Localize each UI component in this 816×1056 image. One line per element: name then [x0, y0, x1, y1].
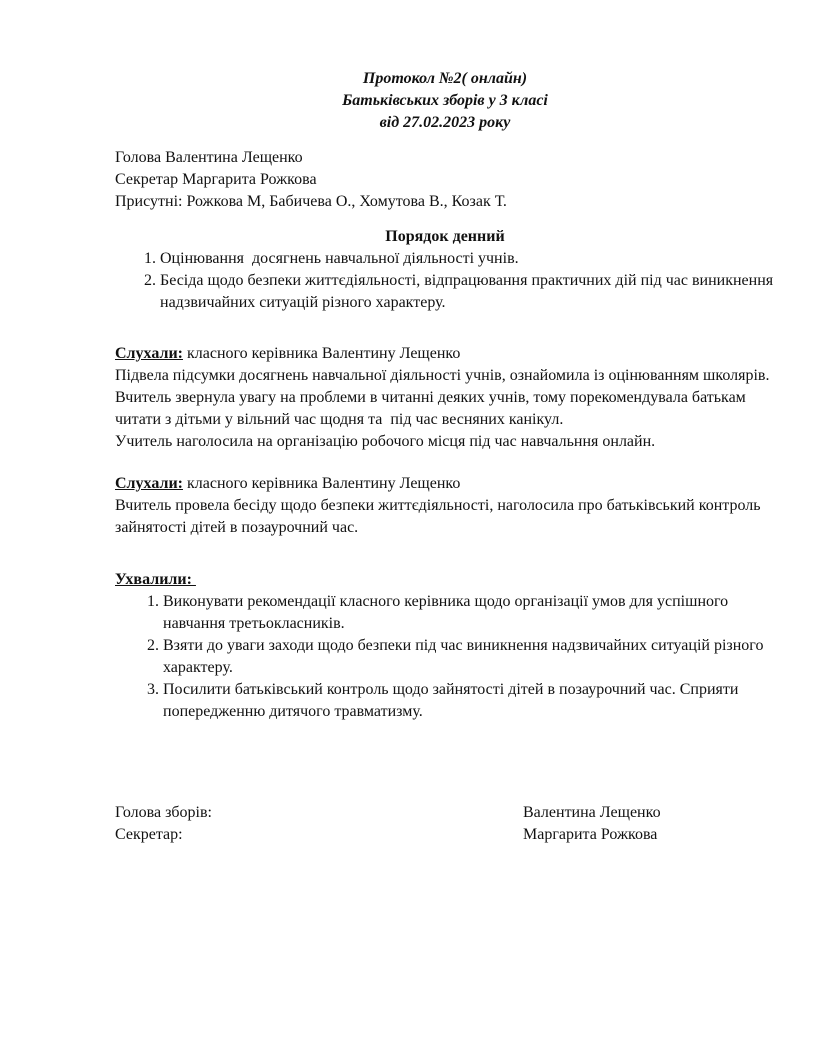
signature-role-secretary: Секретар: [115, 826, 183, 843]
attendees-line: Присутні: Рожкова М, Бабичева О., Хомутова В., Козак Т. [115, 193, 507, 210]
resolved-item: 3. Посилити батьківський контроль щодо зайнятості дітей в позаурочний час. Сприяти попередженню дитячого травматизму. [163, 679, 775, 723]
signature-section [115, 802, 775, 846]
heard-1-paragraph: Учитель наголосила на організацію робочого місця під час навчальння онлайн. [115, 433, 656, 450]
heard-section-1 [115, 343, 775, 453]
heard-2-intro [115, 473, 775, 495]
resolved-item: 1. Виконувати рекомендації класного керівника щодо організації умов для успішного навчання третьокласників. [163, 591, 775, 635]
heard-2-label: Слухали: [115, 475, 183, 492]
heard-2-speaker: класного керівника Валентину Лещенко [182, 475, 461, 492]
resolved-heading [115, 569, 775, 591]
heard-section-2 [115, 473, 775, 539]
agenda-section [115, 226, 778, 314]
agenda-list [115, 248, 778, 314]
document-title [115, 68, 775, 134]
heard-1-speaker: класного керівника Валентину Лещенко [182, 345, 461, 362]
signature-role-chair: Голова зборів: [115, 804, 212, 821]
heard-1-paragraph: Вчитель звернула увагу на проблеми в читанні деяких учнів, тому порекомендувала батькам читати з дітьми у вільний час щодня та під час весняних канікул. [115, 389, 750, 428]
signature-name-secretary: Маргарита Рожкова [523, 826, 658, 843]
title-line-2: Батьківських зборів у 3 класі [342, 92, 548, 109]
title-line-3: від 27.02.2023 року [379, 114, 511, 131]
signature-row-chair [115, 802, 775, 824]
agenda-item: 2. Бесіда щодо безпеки життєдіяльності, відпрацювання практичних дій під час виникнення надзвичайних ситуацій різного характеру. [160, 270, 775, 314]
heard-1-paragraph: Підвела підсумки досягнень навчальної діяльності учнів, ознайомила із оцінюванням школярів. [115, 367, 770, 384]
resolved-list [115, 591, 775, 723]
resolved-item: 2. Взяти до уваги заходи щодо безпеки під час виникнення надзвичайних ситуацій різного характеру. [163, 635, 775, 679]
signature-row-secretary [115, 824, 775, 846]
meeting-officials [115, 147, 775, 213]
title-line-1: Протокол №2( онлайн) [362, 70, 528, 87]
resolved-section [115, 569, 775, 723]
chair-line: Голова Валентина Лещенко [115, 149, 303, 166]
heard-1-label: Слухали: [115, 345, 183, 362]
signature-name-chair: Валентина Лещенко [523, 804, 661, 821]
heard-1-intro [115, 343, 775, 365]
agenda-heading: Порядок денний [385, 228, 505, 245]
resolved-label: Ухвалили: [115, 571, 196, 588]
agenda-item: 1. Оцінювання досягнень навчальної діяльності учнів. [160, 248, 775, 270]
secretary-line: Секретар Маргарита Рожкова [115, 171, 317, 188]
heard-2-paragraph: Вчитель провела бесіду щодо безпеки життєдіяльності, наголосила про батьківський контроль зайнятості дітей в позаурочний час. [115, 497, 765, 536]
